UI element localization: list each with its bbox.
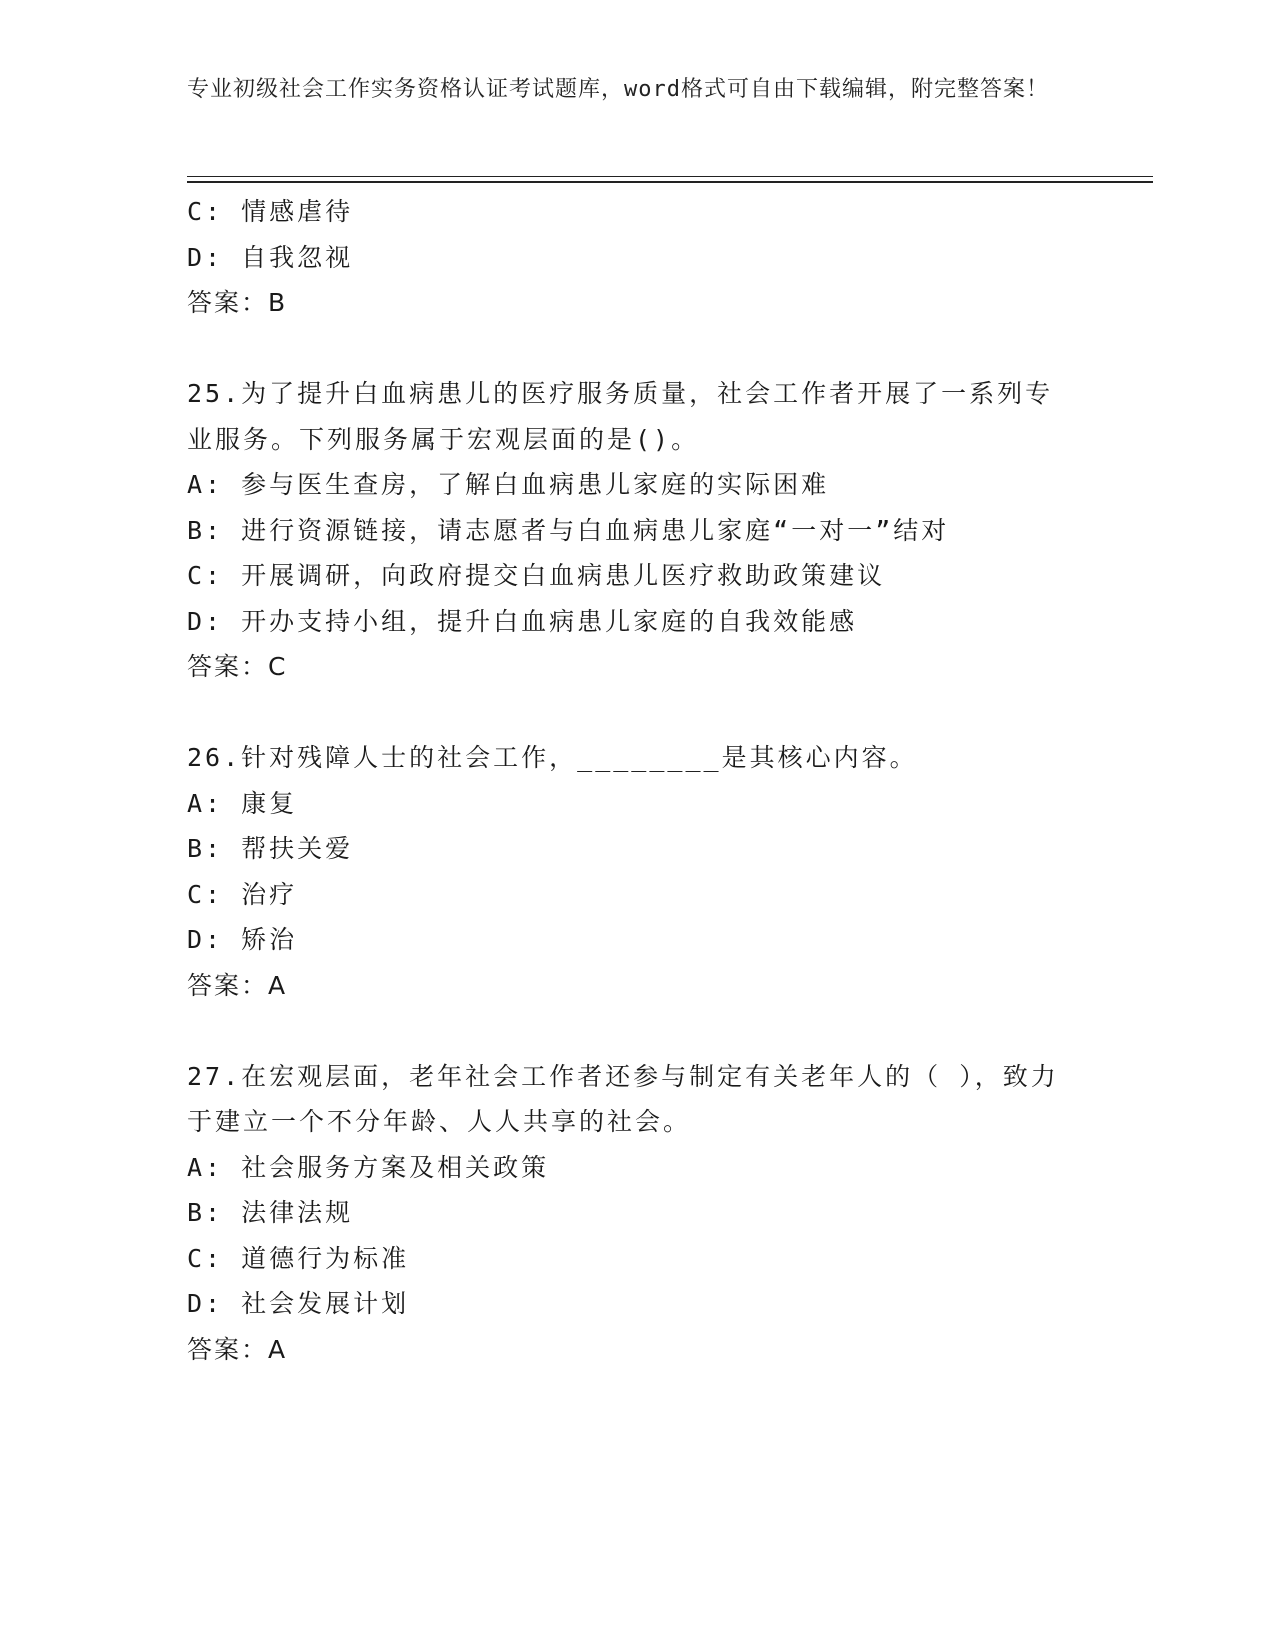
option-c: C: 情感虐待 [187, 197, 354, 226]
question-text: 25.为了提升白血病患儿的医疗服务质量，社会工作者开展了一系列专业服务。下列服务属于宏观层面的是()。 [187, 379, 1054, 454]
answer-line: 答案：C [187, 652, 288, 681]
question-gap [187, 1008, 1087, 1054]
question-25 [187, 371, 1087, 690]
option-c: C: 道德行为标准 [187, 1243, 410, 1273]
carryover-question [187, 189, 1087, 326]
option-a: A: 康复 [187, 788, 298, 818]
option-d: D: 自我忽视 [187, 242, 354, 272]
question-gap [187, 690, 1087, 736]
answer-line: 答案：B [187, 288, 288, 317]
answer-line: 答案：A [187, 970, 288, 1000]
option-d: D: 社会发展计划 [187, 1289, 410, 1318]
option-b: B: 进行资源链接，请志愿者与白血病患儿家庭“一对一”结对 [187, 515, 950, 545]
option-a: A: 参与医生查房，了解白血病患儿家庭的实际困难 [187, 470, 830, 499]
question-content [187, 189, 1087, 1372]
question-text: 27.在宏观层面，老年社会工作者还参与制定有关老年人的（ ），致力于建立一个不分年龄、人人共享的社会。 [187, 1061, 1059, 1136]
header-rule-thick [187, 181, 1153, 183]
question-27 [187, 1054, 1087, 1373]
option-a: A: 社会服务方案及相关政策 [187, 1152, 550, 1182]
option-c: C: 开展调研，向政府提交白血病患儿医疗救助政策建议 [187, 561, 886, 590]
question-text: 26.针对残障人士的社会工作，________是其核心内容。 [187, 743, 918, 772]
question-gap [187, 326, 1087, 372]
header-rule-thin [187, 176, 1153, 177]
answer-line: 答案：A [187, 1334, 288, 1364]
option-d: D: 矫治 [187, 925, 298, 954]
question-26 [187, 735, 1087, 1008]
option-b: B: 帮扶关爱 [187, 834, 354, 863]
document-header: 专业初级社会工作实务资格认证考试题库，word格式可自由下载编辑，附完整答案！ [187, 77, 1049, 102]
option-c: C: 治疗 [187, 879, 298, 909]
option-d: D: 开办支持小组，提升白血病患儿家庭的自我效能感 [187, 606, 858, 636]
option-b: B: 法律法规 [187, 1198, 354, 1227]
